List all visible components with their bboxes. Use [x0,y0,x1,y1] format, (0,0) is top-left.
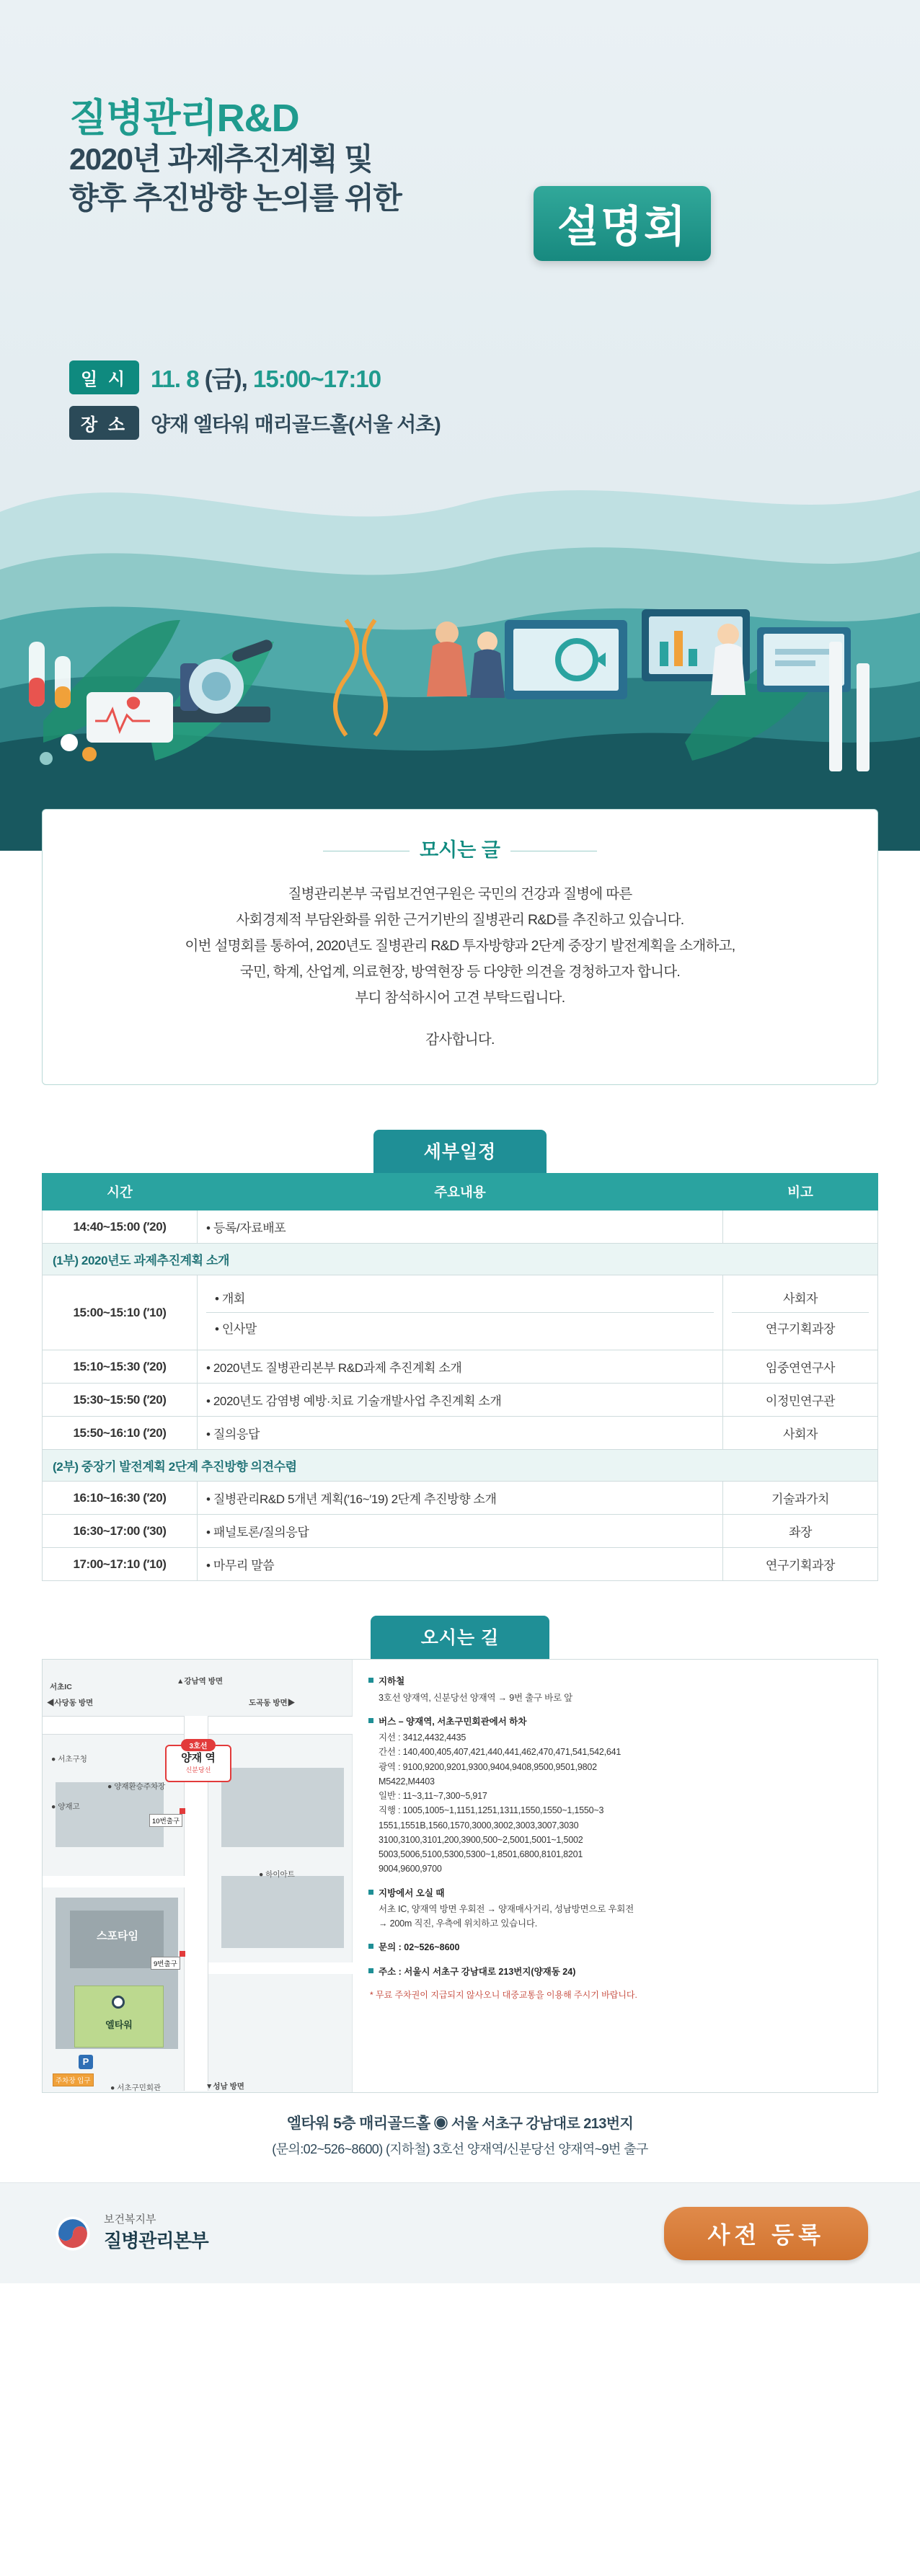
map-label-seongnam: ▼성남 방면 [205,2082,244,2092]
map-info-head [368,1940,864,1955]
org-ministry: 보건복지부 [104,2213,156,2226]
map-station-line: 3호선 [181,1739,216,1751]
schedule-section-title: 세부일정 [373,1130,547,1173]
map-label-parking: ● 양재환승주차장 [107,1782,166,1792]
map-road-side-2 [208,1962,353,1974]
bullet-square-icon [368,1678,373,1683]
date-chip-label: 일 시 [69,360,139,394]
table-row [43,1548,878,1581]
hero-date-value [151,360,381,394]
greeting-title-row [64,834,856,862]
org-name: 질병관리본부 [104,2230,208,2252]
map-info-head-text: 지방에서 오실 때 [379,1887,445,1898]
hero-title-line2: 2020년 과제추진계획 및 [69,142,373,177]
address-venue: 엘타워 5층 매리골드홀 [286,2115,430,2133]
map-exit-marker [180,1951,185,1957]
bullet-square-icon [368,1968,373,1973]
cell-note [723,1210,878,1244]
bullet-square-icon [368,1718,373,1723]
schedule-table-wrap [42,1173,878,1581]
th-content: 주요내용 [198,1174,723,1210]
schedule-table [42,1173,878,1581]
hero-title-line3: 향후 추진방향 논의를 위한 [69,181,402,216]
th-time: 시간 [43,1174,198,1210]
map-label-yangjae-go: ● 양재고 [51,1802,80,1812]
map-info-head-text: 문의 : 02~526~8600 [379,1942,460,1953]
map-station-yangjae [165,1745,231,1782]
cell-content-multi [198,1275,723,1350]
map-info-line: 3호선 양재역, 신분당선 양재역 → 9번 출구 바로 앞 [379,1692,573,1703]
hero-place-value: 양재 엘타워 매리골드홀(서울 서초) [151,412,441,435]
org-text [104,2213,208,2253]
map-info-line: 지선 : 3412,4432,4435 [379,1732,466,1743]
map-info-line: 직행 : 1005,1005~1,1151,1251,1311,1550,1550~1,1550~3 [379,1805,604,1816]
map-info-head [368,1674,864,1688]
th-note: 비고 [723,1174,878,1210]
bullet-square-icon [368,1944,373,1949]
address-line-1 [0,2112,920,2133]
greeting-line-1: 질병관리본부 국립보건연구원은 국민의 건강과 질병에 따른 [288,886,632,902]
hero-illustration [0,404,920,851]
greeting-gap [64,1011,856,1027]
map-info-line: M5422,M4403 [379,1776,435,1787]
map-label-spotime: 스포타임 [97,1930,138,1943]
map-block [56,1782,164,1847]
map-wrap [42,1659,878,2093]
map-parking-note: * 무료 주차권이 지급되지 않사오니 대중교통을 이용해 주시기 바랍니다. [370,1989,637,2000]
cell-content-line: • 인사말 [206,1312,714,1342]
cell-note: 사회자 [723,1417,878,1450]
cell-content: • 등록/자료배포 [198,1210,723,1244]
map-label-park-entry: 주차장 입구 [53,2073,94,2086]
map-info-line: 광역 : 9100,9200,9201,9300,9404,9408,9500,9501,9802 [379,1761,597,1772]
map-info-phone [368,1940,864,1955]
map-info-head-text: 주소 : 서울시 서초구 강남대로 213번지(양재동 24) [379,1966,576,1977]
map-station-name: 양재 역 [181,1752,216,1765]
map-info-head-text: 지하철 [379,1676,405,1687]
hero-place-row [69,406,441,440]
table-row [43,1417,878,1450]
map-info-head [368,1886,864,1900]
table-row [43,1482,878,1515]
table-row [43,1275,878,1350]
map-info-head-text: 버스 – 양재역, 서초구민회관에서 하차 [379,1716,527,1727]
cell-time: 16:10~16:30 (′20) [43,1482,198,1515]
cell-time: 15:10~15:30 (′20) [43,1350,198,1384]
org-block [52,2213,208,2254]
cell-content: • 마무리 말씀 [198,1548,723,1581]
cell-time: 15:50~16:10 (′20) [43,1417,198,1450]
map-box [42,1659,878,2093]
map-graphic [43,1660,353,2092]
map-info-line: 1551,1551B,1560,1570,3000,3002,3003,3007,3030 [379,1820,579,1831]
hero-info-rows [69,360,441,451]
table-part-row [43,1244,878,1275]
greeting-panel [42,809,878,1085]
greeting-thanks: 감사합니다. [425,1032,495,1048]
map-info-line: 간선 : 140,400,405,407,421,440,441,462,470,471,541,542,641 [379,1747,622,1758]
table-row [43,1515,878,1548]
greeting-line-4: 국민, 학계, 산업계, 의료현장, 방역현장 등 다양한 의견을 경청하고자 합니다. [239,964,681,981]
map-info-line: 3100,3100,3101,200,3900,500~2,5001,5001~1,5002 [379,1834,583,1845]
cell-time: 15:30~15:50 (′20) [43,1384,198,1417]
map-info [353,1660,877,2092]
table-row [43,1350,878,1384]
table-header-row [43,1174,878,1210]
cell-time: 16:30~17:00 (′30) [43,1515,198,1548]
map-exit-marker [180,1808,185,1814]
hero-date-weekday: (금), [204,366,247,392]
map-label-dogok: 도곡동 방면▶ [249,1699,296,1708]
map-info-line: 일반 : 11~3,11~7,300~5,917 [379,1791,487,1802]
cell-note: 임중연연구사 [723,1350,878,1384]
cell-note-line: 연구기획과장 [732,1312,869,1342]
map-label-seocho-gu: ● 서초구청 [51,1755,87,1764]
hero-date-day: 11. 8 [151,366,199,392]
taegeuk-logo-icon [52,2213,94,2254]
map-info-line: → 200m 직진, 우측에 위치하고 있습니다. [379,1918,538,1929]
cell-part-label: (2부) 중장기 발전계획 2단계 추진방향 의견수렴 [43,1450,878,1482]
map-exit-10: 10번출구 [149,1814,182,1827]
cell-content: • 2020년도 감염병 예방·치료 기술개발사업 추진계획 소개 [198,1384,723,1417]
greeting-line-3: 이번 설명회를 통하여, 2020년도 질병관리 R&D 투자방향과 2단계 중장기 발전계획을 소개하고, [185,938,735,955]
map-info-head [368,1714,864,1729]
hero-title-rd: 질병관리R&D [69,97,299,140]
map-label-ic: 서초IC [50,1683,72,1692]
hero-badge [534,186,711,261]
map-info-line: 9004,9600,9700 [379,1864,442,1875]
cell-note: 이정민연구관 [723,1384,878,1417]
content-section [0,839,920,2158]
cell-content: • 질병관리R&D 5개년 계획(′16~′19) 2단계 추진방향 소개 [198,1482,723,1515]
schedule-ribbon-wrap [0,1130,920,1173]
place-chip-label: 장 소 [69,406,139,440]
map-road-side [43,1876,187,1887]
parking-icon: P [79,2055,93,2069]
map-info-line: 서초 IC, 양재역 방면 우회전 → 양재매사거리, 성남방면으로 우회전 [379,1903,634,1914]
cell-note: 좌장 [723,1515,878,1548]
cell-part-label: (1부) 2020년도 과제추진계획 소개 [43,1244,878,1275]
cell-content: • 질의응답 [198,1417,723,1450]
map-info-line: 5003,5006,5100,5300,5300~1,8501,6800,8101,8201 [379,1849,583,1860]
address-line-2: (문의:02~526~8600) (지하철) 3호선 양재역/신분당선 양재역~9번 출구 [272,2142,648,2157]
table-part-row [43,1450,878,1482]
greeting-body [64,881,856,1053]
cell-time: 14:40~15:00 (′20) [43,1210,198,1244]
map-building-eltower [74,1986,164,2048]
footer [0,2182,920,2283]
map-info-head [368,1965,864,1979]
map-block [221,1876,344,1948]
cell-time: 15:00~15:10 (′10) [43,1275,198,1350]
cell-content: • 패널토론/질의응답 [198,1515,723,1548]
map-section-title: 오시는 길 [371,1616,550,1659]
hero-badge-label: 설명회 [557,203,687,251]
map-info-subway [368,1674,864,1705]
table-row [43,1384,878,1417]
map-label-seocho-center: ● 서초구민회관 [110,2084,162,2093]
hero-title-group [69,97,401,218]
table-row [43,1210,878,1244]
cell-note: 연구기획과장 [723,1548,878,1581]
cell-time: 17:00~17:10 (′10) [43,1548,198,1581]
map-label-sadang: ◀사당동 방면 [47,1699,94,1708]
map-ribbon-wrap [0,1616,920,1659]
map-info-bus [368,1714,864,1877]
cell-note-multi [723,1275,878,1350]
address-detail: ◉ 서울 서초구 강남대로 213번지 [433,2116,634,2133]
register-button[interactable]: 사전 등록 [664,2207,868,2260]
cell-note: 기술과가치 [723,1482,878,1515]
map-label-hyatt: ● 하이아트 [259,1870,295,1880]
map-info-address [368,1965,864,1979]
cell-note-line: 사회자 [782,1292,818,1306]
map-label-gangnam: ▲강남역 방면 [177,1677,224,1686]
cell-content-line: • 개회 [215,1292,245,1306]
map-label-eltower: 엘타워 [105,2019,133,2031]
hero-date-time: 15:00~17:10 [253,366,381,392]
greeting-line-2: 사회경제적 부담완화를 위한 근거기반의 질병관리 R&D를 추진하고 있습니다. [236,912,684,929]
greeting-line-5: 부디 참석하시어 고견 부탁드립니다. [355,990,565,1006]
bullet-square-icon [368,1890,373,1895]
greeting-title: 모시는 글 [420,839,500,861]
address-block [0,2112,920,2158]
map-block [221,1768,344,1847]
map-exit-9: 9번출구 [151,1957,180,1970]
map-info-car [368,1886,864,1931]
cell-content: • 2020년도 질병관리본부 R&D과제 추진계획 소개 [198,1350,723,1384]
hero-section [0,0,920,851]
hero-date-row [69,360,441,394]
map-station-sub: 신분당선 [185,1766,211,1774]
